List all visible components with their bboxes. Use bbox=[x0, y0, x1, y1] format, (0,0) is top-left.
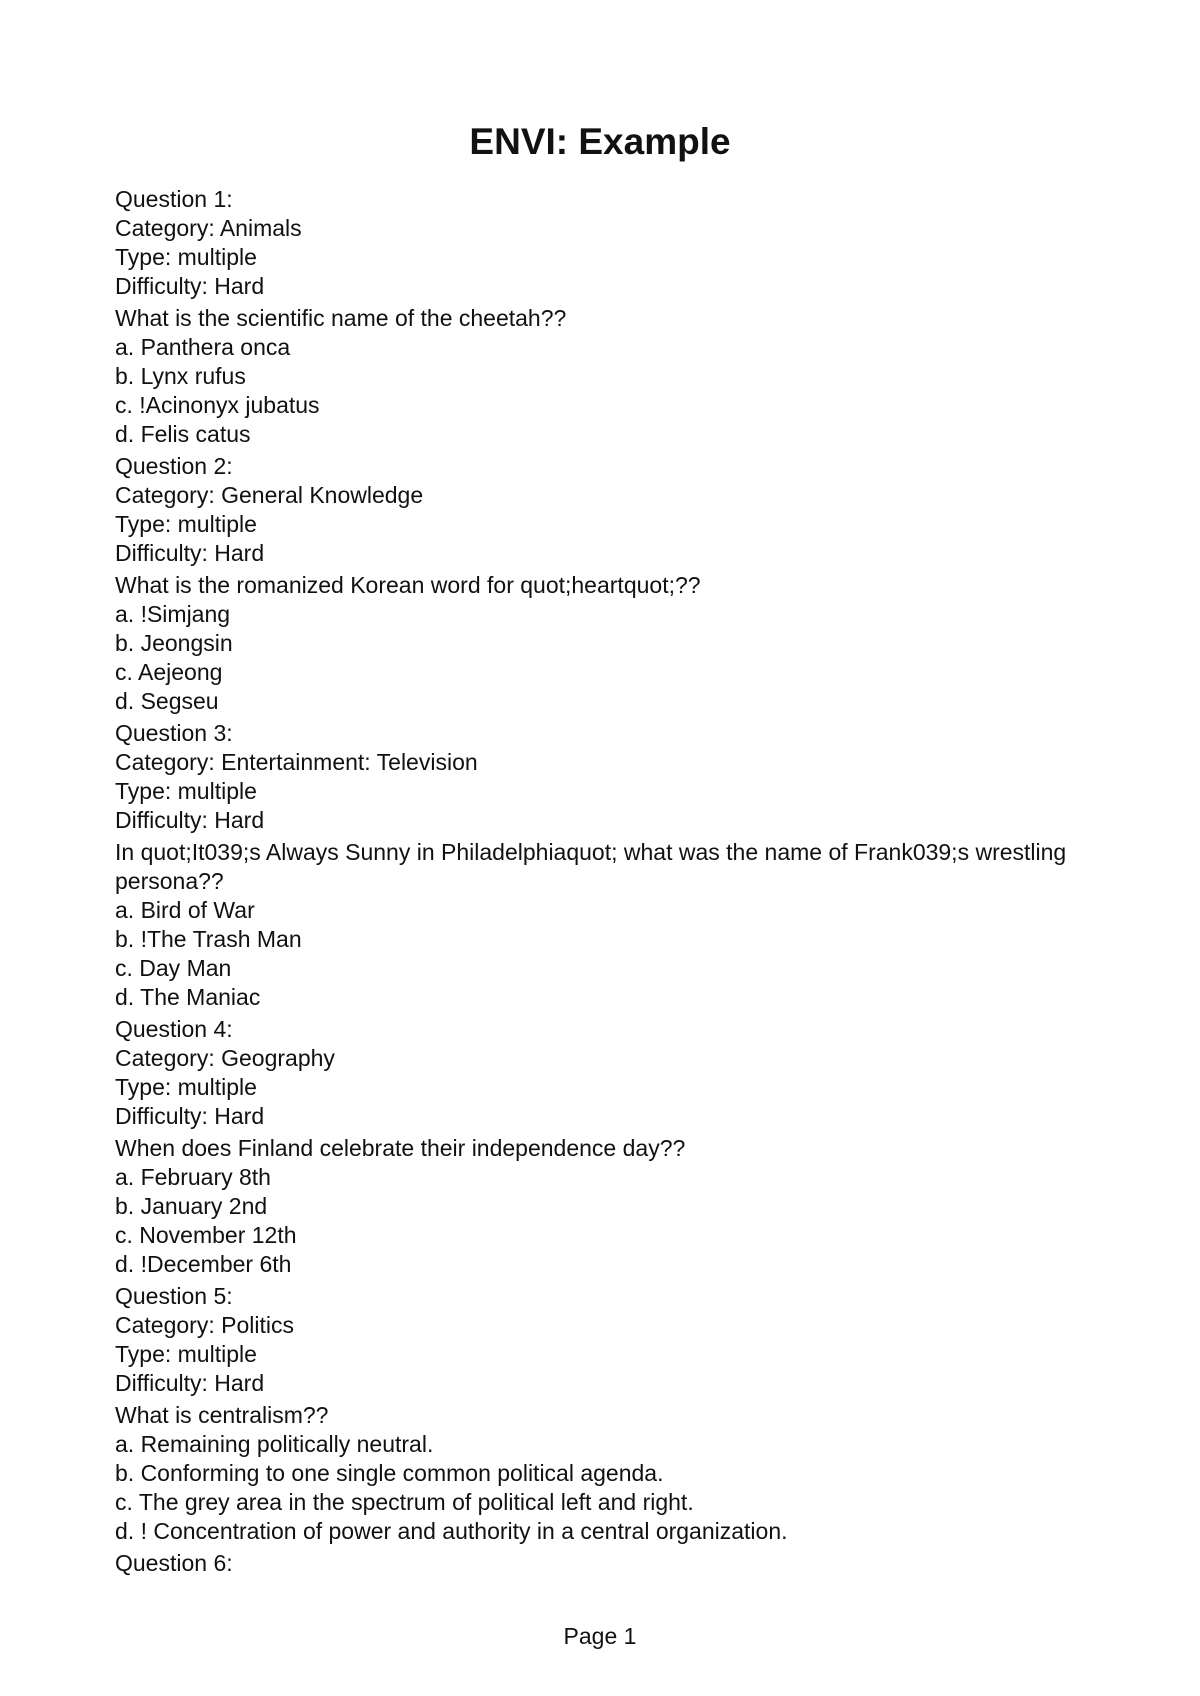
answer-option-b: b. !The Trash Man bbox=[115, 926, 302, 952]
question-heading: Question 2: bbox=[115, 453, 233, 479]
answer-option-c: c. November 12th bbox=[115, 1222, 297, 1248]
question-type: Type: multiple bbox=[115, 511, 257, 537]
question-type: Type: multiple bbox=[115, 1341, 257, 1367]
question-category: Category: General Knowledge bbox=[115, 482, 424, 508]
document-title: ENVI: Example bbox=[469, 121, 731, 162]
question-prompt: What is the scientific name of the cheetah?? bbox=[115, 305, 567, 331]
question-3 bbox=[115, 719, 1115, 1012]
question-category: Category: Entertainment: Television bbox=[115, 749, 478, 775]
question-prompt: When does Finland celebrate their independence day?? bbox=[115, 1135, 686, 1161]
page-number: Page 1 bbox=[563, 1623, 637, 1649]
question-prompt: In quot;It039;s Always Sunny in Philadelphiaquot; what was the name of Frank039;s wrestling persona?? bbox=[115, 839, 1067, 894]
answer-option-d: d. Felis catus bbox=[115, 421, 251, 447]
answer-option-c: c. Day Man bbox=[115, 955, 232, 981]
answer-option-a: a. Bird of War bbox=[115, 897, 255, 923]
question-type: Type: multiple bbox=[115, 1074, 257, 1100]
question-4 bbox=[115, 1015, 1115, 1279]
answer-option-c: c. !Acinonyx jubatus bbox=[115, 392, 320, 418]
question-difficulty: Difficulty: Hard bbox=[115, 1103, 265, 1129]
question-prompt: What is centralism?? bbox=[115, 1402, 329, 1428]
answer-option-d: d. Segseu bbox=[115, 688, 219, 714]
question-difficulty: Difficulty: Hard bbox=[115, 807, 265, 833]
question-list bbox=[115, 185, 1115, 1578]
question-heading: Question 4: bbox=[115, 1016, 233, 1042]
answer-option-b: b. Lynx rufus bbox=[115, 363, 246, 389]
question-type: Type: multiple bbox=[115, 778, 257, 804]
answer-option-d: d. !December 6th bbox=[115, 1251, 292, 1277]
answer-option-a: a. !Simjang bbox=[115, 601, 231, 627]
question-type: Type: multiple bbox=[115, 244, 257, 270]
answer-option-b: b. Jeongsin bbox=[115, 630, 233, 656]
question-category: Category: Animals bbox=[115, 215, 302, 241]
answer-option-b: b. Conforming to one single common political agenda. bbox=[115, 1460, 664, 1486]
question-category: Category: Politics bbox=[115, 1312, 294, 1338]
answer-option-d: d. The Maniac bbox=[115, 984, 261, 1010]
question-heading: Question 5: bbox=[115, 1283, 233, 1309]
question-difficulty: Difficulty: Hard bbox=[115, 540, 265, 566]
question-heading: Question 1: bbox=[115, 186, 233, 212]
question-1 bbox=[115, 185, 1115, 449]
question-prompt: What is the romanized Korean word for quot;heartquot;?? bbox=[115, 572, 701, 598]
question-2 bbox=[115, 452, 1115, 716]
question-heading: Question 3: bbox=[115, 720, 233, 746]
answer-option-d: d. ! Concentration of power and authority in a central organization. bbox=[115, 1518, 788, 1544]
question-difficulty: Difficulty: Hard bbox=[115, 273, 265, 299]
question-difficulty: Difficulty: Hard bbox=[115, 1370, 265, 1396]
answer-option-a: a. Remaining politically neutral. bbox=[115, 1431, 434, 1457]
question-category: Category: Geography bbox=[115, 1045, 335, 1071]
answer-option-a: a. February 8th bbox=[115, 1164, 271, 1190]
question-5 bbox=[115, 1282, 1115, 1546]
answer-option-c: c. Aejeong bbox=[115, 659, 223, 685]
answer-option-a: a. Panthera onca bbox=[115, 334, 291, 360]
answer-option-b: b. January 2nd bbox=[115, 1193, 268, 1219]
question-6-heading: Question 6: bbox=[115, 1550, 233, 1576]
answer-option-c: c. The grey area in the spectrum of political left and right. bbox=[115, 1489, 694, 1515]
